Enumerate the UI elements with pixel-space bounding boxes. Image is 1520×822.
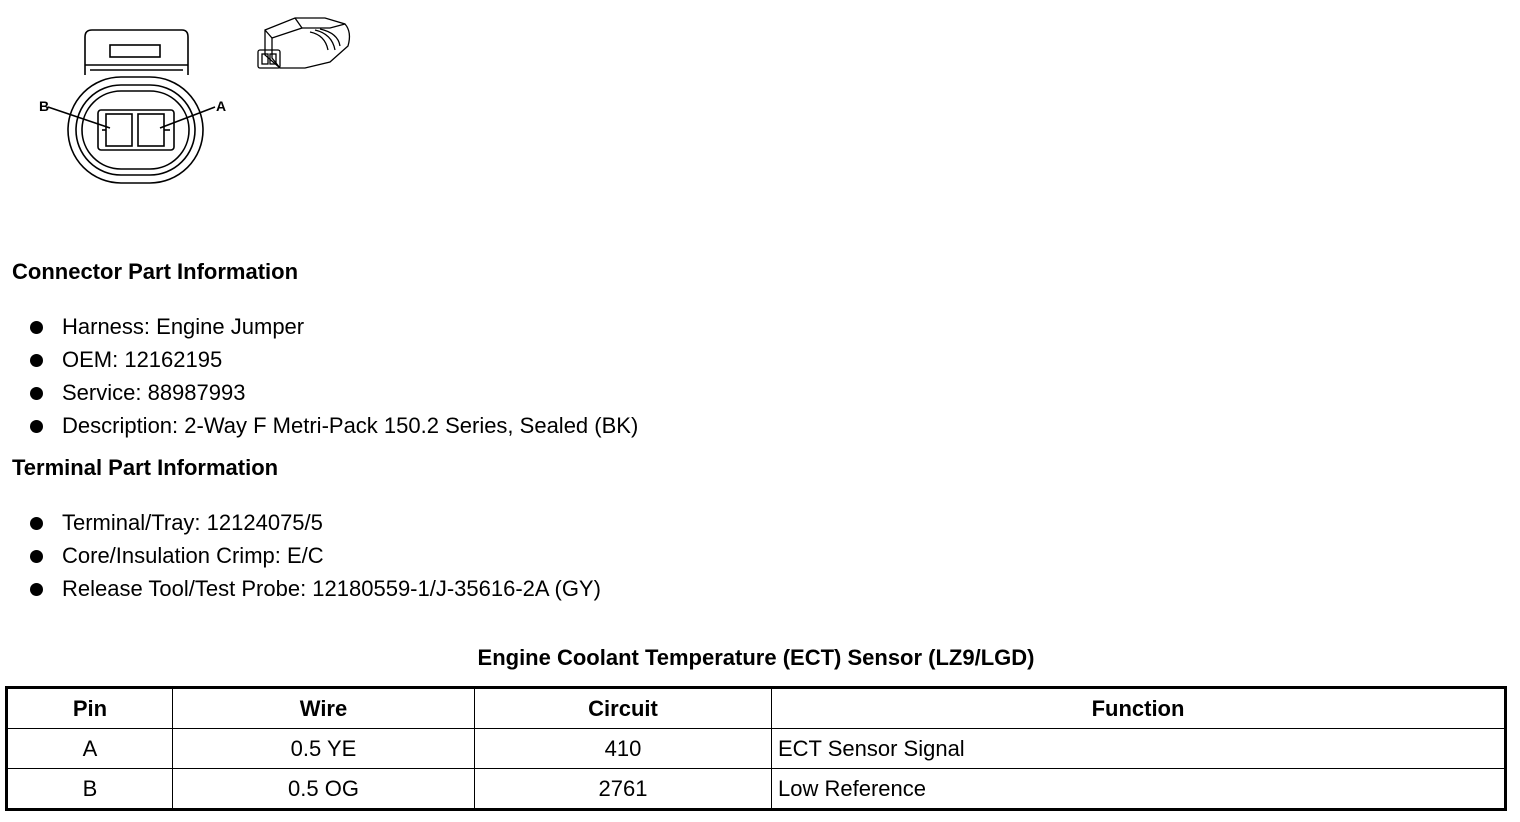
bullet-icon — [30, 583, 43, 596]
cell-pin: A — [7, 729, 173, 769]
column-header-function: Function — [772, 688, 1506, 729]
list-item — [28, 411, 638, 444]
column-header-wire: Wire — [173, 688, 475, 729]
list-item-text: Description: 2-Way F Metri-Pack 150.2 Series, Sealed (BK) — [62, 413, 639, 438]
bullet-icon — [30, 354, 43, 367]
column-header-pin: Pin — [7, 688, 173, 729]
cell-wire: 0.5 YE — [173, 729, 475, 769]
cell-function: ECT Sensor Signal — [772, 729, 1506, 769]
bullet-icon — [30, 550, 43, 563]
cell-circuit: 410 — [475, 729, 772, 769]
terminal-part-heading: Terminal Part Information — [12, 455, 279, 480]
table-row — [7, 729, 1506, 769]
pin-label-b: B — [39, 98, 50, 114]
list-item-text: Service: 88987993 — [62, 380, 246, 405]
list-item-text: Terminal/Tray: 12124075/5 — [62, 510, 323, 535]
cell-function: Low Reference — [772, 769, 1506, 810]
table-row — [7, 769, 1506, 810]
list-item — [28, 541, 601, 574]
connector-part-list — [28, 312, 638, 444]
list-item — [28, 345, 638, 378]
list-item-text: Release Tool/Test Probe: 12180559-1/J-35616-2A (GY) — [62, 576, 601, 601]
bullet-icon — [30, 387, 43, 400]
list-item — [28, 378, 638, 411]
connector-isometric-diagram — [250, 10, 360, 80]
list-item-text: Harness: Engine Jumper — [62, 314, 305, 339]
table-header-row — [7, 688, 1506, 729]
connector-face-diagram — [30, 25, 240, 190]
connector-part-heading: Connector Part Information — [12, 259, 299, 284]
pin-label-a: A — [216, 98, 227, 114]
cell-circuit: 2761 — [475, 769, 772, 810]
list-item-text: Core/Insulation Crimp: E/C — [62, 543, 324, 568]
column-header-circuit: Circuit — [475, 688, 772, 729]
list-item — [28, 312, 638, 345]
cell-wire: 0.5 OG — [173, 769, 475, 810]
cell-pin: B — [7, 769, 173, 810]
bullet-icon — [30, 420, 43, 433]
pin-table — [5, 686, 1507, 811]
list-item — [28, 508, 601, 541]
terminal-part-list — [28, 508, 601, 607]
list-item-text: OEM: 12162195 — [62, 347, 223, 372]
bullet-icon — [30, 517, 43, 530]
table-caption: Engine Coolant Temperature (ECT) Sensor (LZ9/LGD) — [477, 645, 1035, 670]
list-item — [28, 574, 601, 607]
bullet-icon — [30, 321, 43, 334]
